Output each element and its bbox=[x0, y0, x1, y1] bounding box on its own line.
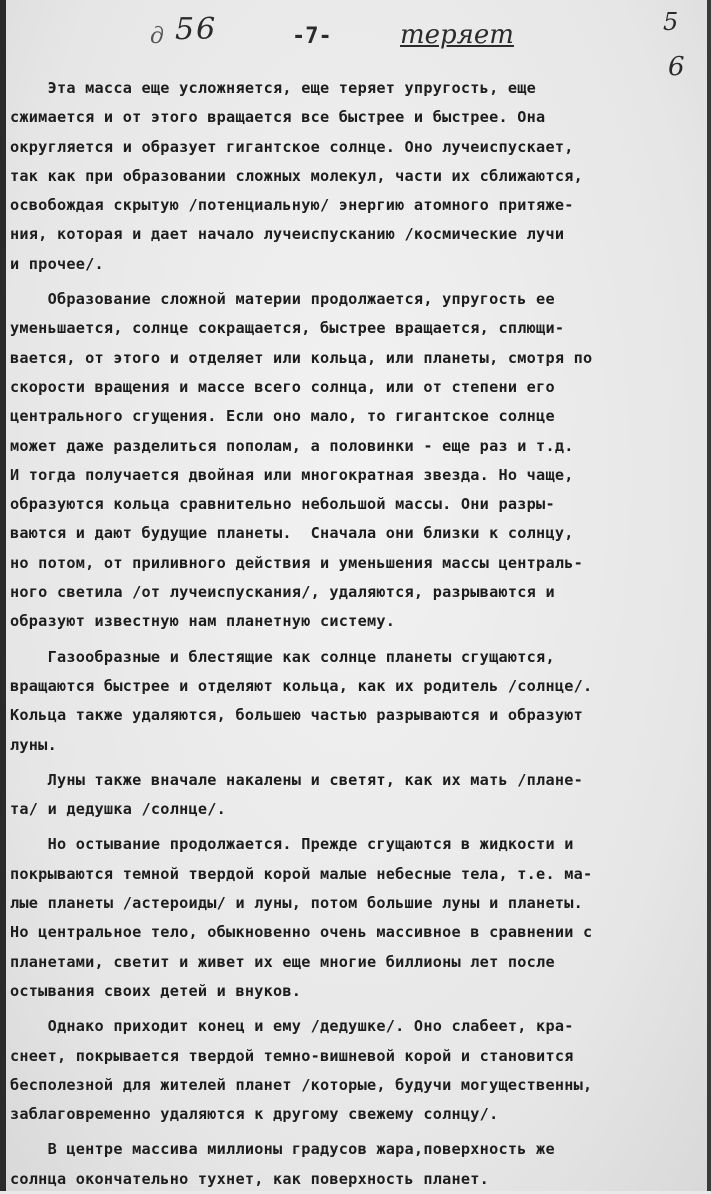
scan-edge-left bbox=[0, 0, 6, 1191]
text-line: Но центральное тело, обыкновенно очень массивное в сравнении с bbox=[10, 923, 593, 942]
text-line: Но остывание продолжается. Прежде сгущаются в жидкости и bbox=[10, 835, 574, 854]
text-line: Образование сложной материи продолжается, упругость ее bbox=[10, 290, 555, 309]
text-line: та/ и дедушка /солнце/. bbox=[10, 800, 227, 819]
text-line: может даже разделиться пополам, а половинки - еще раз и т.д. bbox=[10, 436, 574, 455]
text-line: образуют известную нам планетную систему. bbox=[10, 612, 396, 631]
text-line: округляется и образует гигантское солнце. Оно лучеиспускает, bbox=[10, 137, 574, 156]
text-line: так как при образовании сложных молекул, части их сближаются, bbox=[10, 166, 584, 185]
text-line: центрального сгущения. Если оно мало, то гигантское солнце bbox=[10, 407, 555, 426]
text-line: уменьшается, солнце сокращается, быстрее вращается, сплющи- bbox=[10, 319, 565, 338]
text-line: Луны также вначале накалены и светят, как их мать /плане- bbox=[10, 770, 584, 789]
text-line: Однако приходит конец и ему /дедушке/. Оно слабеет, кра- bbox=[10, 1017, 574, 1036]
text-line: лые планеты /астероиды/ и луны, потом большие луны и планеты. bbox=[10, 894, 584, 913]
text-line: ваются и дают будущие планеты. Сначала они близки к солнцу, bbox=[10, 524, 574, 543]
scan-edge-right bbox=[707, 0, 711, 1191]
text-line: ного светила /от лучеиспускания/, удаляются, разрываются и bbox=[10, 583, 555, 602]
text-line: Газообразные и блестящие как солнце планеты сгущаются, bbox=[10, 647, 555, 666]
paragraph bbox=[10, 766, 690, 825]
text-line: солнца окончательно тухнет, как поверхность планет. bbox=[10, 1169, 490, 1188]
paragraph bbox=[10, 1135, 690, 1194]
paragraph bbox=[10, 830, 690, 1006]
text-line: бесполезной для жителей планет /которые, будучи могущественны, bbox=[10, 1075, 593, 1094]
text-line: образуются кольца сравнительно небольшой массы. Они разры- bbox=[10, 495, 555, 514]
text-line: но потом, от приливного действия и уменьшения массы централь- bbox=[10, 553, 584, 572]
paragraph bbox=[10, 74, 690, 279]
paragraph bbox=[10, 643, 690, 760]
text-line: снеет, покрывается твердой темно-вишневой корой и становится bbox=[10, 1046, 574, 1065]
text-line: вается, от этого и отделяет или кольца, или планеты, смотря по bbox=[10, 348, 593, 367]
handwritten-annotation: теряет bbox=[400, 20, 514, 50]
text-line: остывания своих детей и внуков. bbox=[10, 981, 302, 1000]
paragraph bbox=[10, 1012, 690, 1129]
text-line: луны. bbox=[10, 735, 57, 754]
text-line: В центре массива миллионы градусов жара,поверхность же bbox=[10, 1140, 555, 1159]
text-line: покрываются темной твердой корой малые небесные тела, т.е. ма- bbox=[10, 864, 593, 883]
typed-page-number: -7- bbox=[292, 24, 332, 49]
text-line: планетами, светит и живет их еще многие биллионы лет после bbox=[10, 952, 555, 971]
text-line: Кольца также удаляются, большею частью разрываются и образуют bbox=[10, 706, 584, 725]
handwritten-page-prefix: д bbox=[150, 24, 164, 49]
text-line: сжимается и от этого вращается все быстрее и быстрее. Она bbox=[10, 108, 546, 127]
text-line: заблаговременно удаляются к другому свежему солнцу/. bbox=[10, 1105, 499, 1124]
corner-number-bottom: 6 bbox=[668, 52, 685, 82]
text-line: Эта масса еще усложняется, еще теряет упругость, еще bbox=[10, 79, 537, 97]
text-line: и прочее/. bbox=[10, 254, 104, 273]
text-line: И тогда получается двойная или многократная звезда. Но чаще, bbox=[10, 465, 574, 484]
corner-number-top: 5 bbox=[663, 8, 679, 36]
text-line: вращаются быстрее и отделяют кольца, как их родитель /солнце/. bbox=[10, 676, 593, 695]
text-line: ния, которая и дает начало лучеиспусканию /космические лучи bbox=[10, 225, 565, 244]
paragraph bbox=[10, 285, 690, 637]
handwritten-page-number: 56 bbox=[175, 12, 218, 47]
typewritten-body bbox=[10, 74, 690, 1194]
text-line: освобождая скрытую /потенциальную/ энергию атомного притяже- bbox=[10, 196, 574, 215]
text-line: скорости вращения и массе всего солнца, или от степени его bbox=[10, 377, 555, 396]
